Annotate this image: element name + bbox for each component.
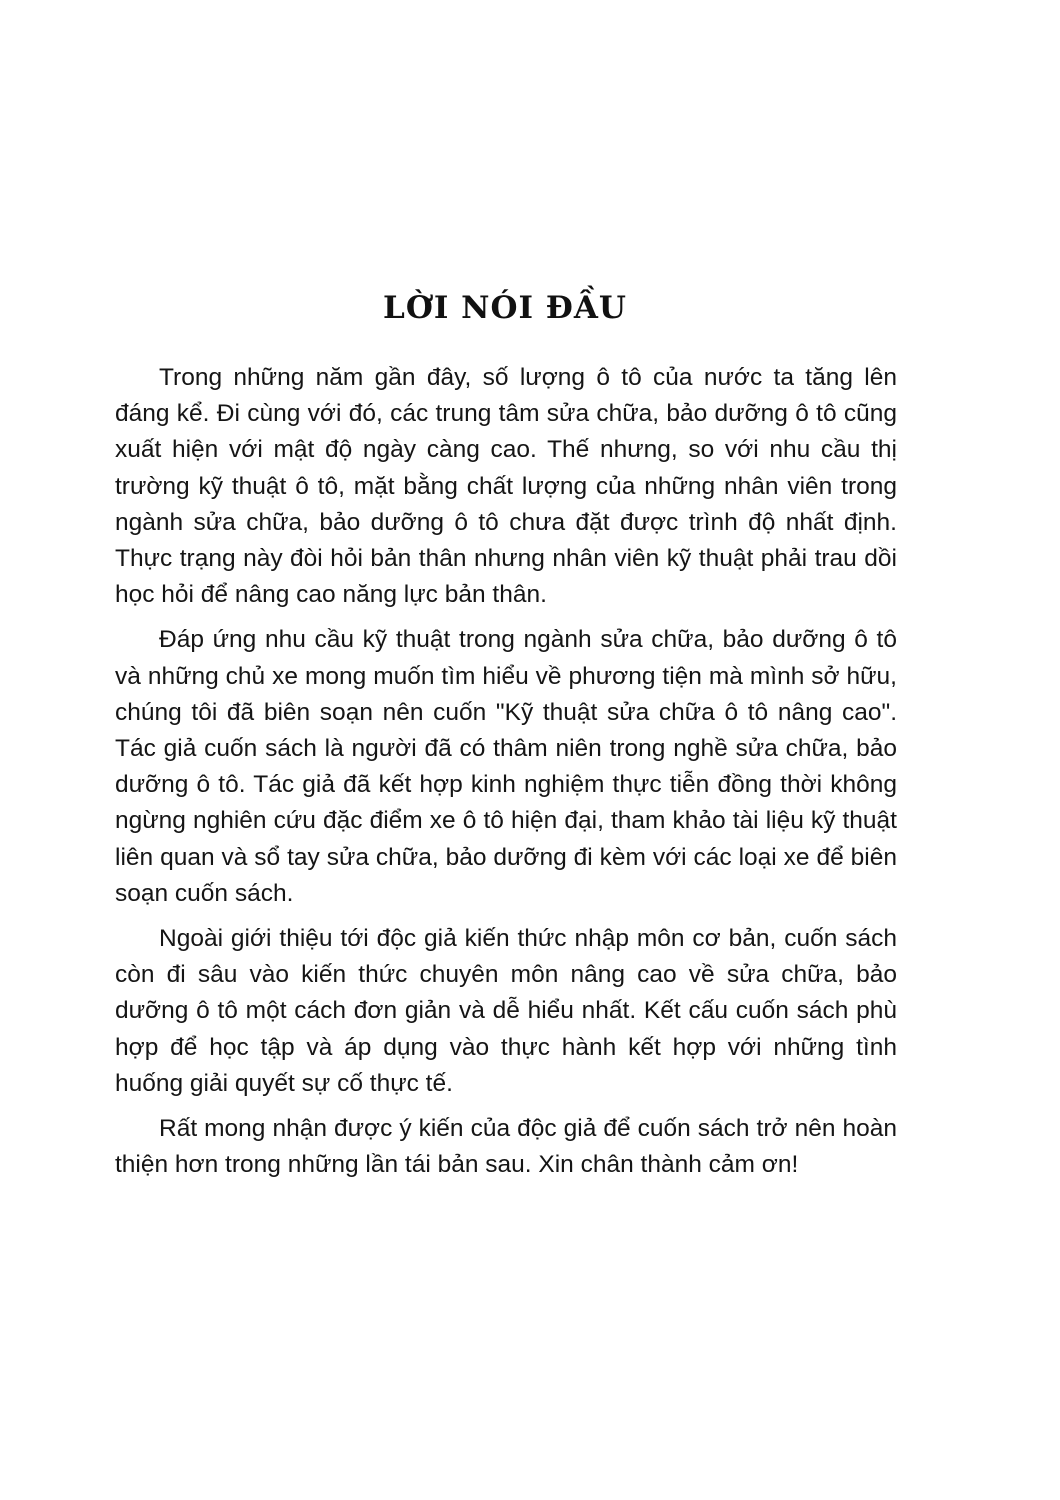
paragraph: Rất mong nhận được ý kiến của độc giả để cuốn sách trở nên hoàn thiện hơn trong những lần tái bản sau. Xin chân thành cảm ơn! bbox=[115, 1115, 897, 1179]
paragraph: Trong những năm gần đây, số lượng ô tô của nước ta tăng lên đáng kể. Đi cùng với đó, các trung tâm sửa chữa, bảo dưỡng ô tô cũng xuất hiện với mật độ ngày càng cao. Thế nhưng, so với nhu cầu thị trường kỹ thuật ô tô, mặt bằng chất lượng của những nhân viên trong ngành sửa chữa, bảo dưỡng ô tô chưa đặt được trình độ nhất định. Thực trạng này đòi hỏi bản thân nhưng nhân viên kỹ thuật phải trau dồi học hỏi để nâng cao năng lực bản thân. bbox=[115, 364, 897, 609]
paragraph: Ngoài giới thiệu tới độc giả kiến thức nhập môn cơ bản, cuốn sách còn đi sâu vào kiến thức chuyên môn nâng cao về sửa chữa, bảo dưỡng ô tô một cách đơn giản và dễ hiểu nhất. Kết cấu cuốn sách phù hợp để học tập và áp dụng vào thực hành kết hợp với những tình huống giải quyết sự cố thực tế. bbox=[115, 925, 897, 1097]
paragraph: Đáp ứng nhu cầu kỹ thuật trong ngành sửa chữa, bảo dưỡng ô tô và những chủ xe mong muốn tìm hiểu về phương tiện mà mình sở hữu, chúng tôi đã biên soạn nên cuốn "Kỹ thuật sửa chữa ô tô nâng cao". Tác giả cuốn sách là người đã có thâm niên trong nghề sửa chữa, bảo dưỡng ô tô. Tác giả đã kết hợp kinh nghiệm thực tiễn đồng thời không ngừng nghiên cứu đặc điểm xe ô tô hiện đại, tham khảo tài liệu kỹ thuật liên quan và sổ tay sửa chữa, bảo dưỡng đi kèm với các loại xe để biên soạn cuốn sách. bbox=[115, 626, 897, 907]
preface-body bbox=[115, 360, 897, 1192]
page-title: LỜI NÓI ĐẦU bbox=[383, 290, 627, 326]
